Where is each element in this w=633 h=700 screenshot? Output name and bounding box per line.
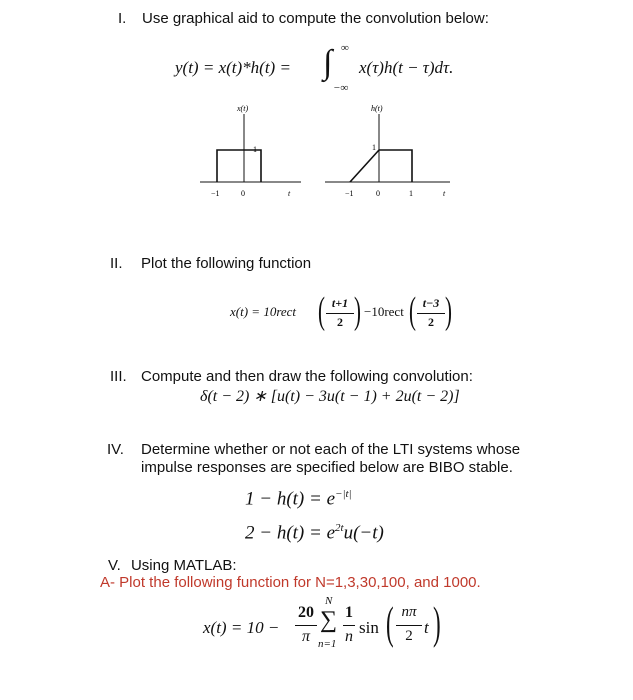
x-plot-tick-0: 0 xyxy=(241,189,245,198)
h-plot-tick-1: 1 xyxy=(409,189,413,198)
convolution-lhs: y(t) = x(t)*h(t) = xyxy=(175,58,291,77)
rect-eq-frac2-den: 2 xyxy=(428,315,434,329)
integral-sign: ∫ xyxy=(323,44,333,81)
fourier-sum-upper: N xyxy=(325,595,333,607)
h-plot-level: 1 xyxy=(372,143,376,152)
fourier-paren-close: ) xyxy=(433,597,441,648)
problem-4-text-line2: impulse responses are specified below are BIBO stable. xyxy=(141,459,513,476)
h-signal-plot xyxy=(325,100,455,200)
x-plot-level: 1 xyxy=(253,145,257,154)
fourier-term-num: 1 xyxy=(345,604,353,621)
fourier-sum-lower: n=1 xyxy=(318,638,337,650)
h-plot-signal xyxy=(350,150,412,182)
fourier-series-equation xyxy=(203,595,463,660)
fourier-coef-den: π xyxy=(301,628,310,645)
h-plot-tick-t: t xyxy=(443,189,446,198)
problem-2-number: II. xyxy=(110,255,123,272)
problem-5-number: V. xyxy=(108,557,121,574)
h-plot-tick-neg1: −1 xyxy=(345,189,354,198)
fourier-arg-bar xyxy=(396,625,422,626)
fourier-coef-bar xyxy=(295,625,317,626)
bibo-eq-1-exponent: −|t| xyxy=(335,488,352,500)
rect-eq-frac2-num: t−3 xyxy=(422,296,440,310)
rect-eq-frac1-num: t+1 xyxy=(331,296,349,310)
problem-4-text-line1: Determine whether or not each of the LTI systems whose xyxy=(141,441,521,458)
problem-1-text: Use graphical aid to compute the convolution below: xyxy=(142,10,489,27)
fourier-paren-open: ( xyxy=(386,597,394,648)
problem-3-text: Compute and then draw the following convolution: xyxy=(141,368,473,385)
h-plot-title: h(t) xyxy=(371,104,383,113)
rect-eq-frac1-bar xyxy=(326,313,354,314)
problem-5-subtext: A- Plot the following function for N=1,3,30,100, and 1000. xyxy=(100,574,481,591)
fourier-arg-var: t xyxy=(424,618,429,637)
rect-eq-lhs: x(t) = 10rect xyxy=(230,304,297,319)
fourier-eq-lhs: x(t) = 10 − xyxy=(203,618,280,637)
bibo-eq-1 xyxy=(245,488,352,510)
fourier-coef-num: 20 xyxy=(298,604,314,621)
x-signal-plot xyxy=(195,100,305,200)
rect-eq-mid: −10rect xyxy=(364,304,404,319)
convolution-integrand: x(τ)h(t − τ)dτ. xyxy=(359,58,454,77)
rect-eq-paren-open-1: ( xyxy=(318,290,325,332)
problem-5-heading xyxy=(108,557,237,574)
x-plot-tick-neg1: −1 xyxy=(211,189,220,198)
fourier-sin: sin xyxy=(359,618,379,637)
integral-upper-limit: ∞ xyxy=(341,42,349,54)
fourier-term-den: n xyxy=(345,628,353,645)
x-plot-title: x(t) xyxy=(237,104,249,113)
problem-1-number: I. xyxy=(118,10,127,27)
fourier-arg-den: 2 xyxy=(405,628,413,644)
bibo-eq-2-exponent: 2t xyxy=(335,522,344,534)
problem-2-text: Plot the following function xyxy=(141,255,312,272)
bibo-eq-2-base: 2 − h(t) = e xyxy=(245,522,336,544)
problem-5-text: Using MATLAB: xyxy=(130,557,237,574)
bibo-eq-2-tail: u(−t) xyxy=(343,522,384,544)
problem-3-number: III. xyxy=(110,368,127,385)
rect-eq-paren-close-1: ) xyxy=(354,290,361,332)
rect-eq-frac1-den: 2 xyxy=(337,315,343,329)
rect-eq-paren-open-2: ( xyxy=(409,290,416,332)
x-plot-tick-t: t xyxy=(288,189,291,198)
rect-eq-paren-close-2: ) xyxy=(445,290,452,332)
h-plot-tick-0: 0 xyxy=(376,189,380,198)
fourier-arg-num: nπ xyxy=(401,604,417,620)
integral-lower-limit: −∞ xyxy=(333,82,349,94)
bibo-eq-2 xyxy=(245,522,384,544)
rect-eq-frac2-bar xyxy=(417,313,445,314)
rect-equation xyxy=(230,290,470,338)
fourier-term-bar xyxy=(343,625,355,626)
problem-3-equation: δ(t − 2) ∗ [u(t) − 3u(t − 1) + 2u(t − 2)] xyxy=(200,388,460,405)
bibo-eq-1-base: 1 − h(t) = e xyxy=(245,488,336,510)
x-plot-pulse xyxy=(217,150,261,182)
fourier-sum-sign: ∑ xyxy=(320,607,338,633)
problem-4-number: IV. xyxy=(107,441,124,458)
